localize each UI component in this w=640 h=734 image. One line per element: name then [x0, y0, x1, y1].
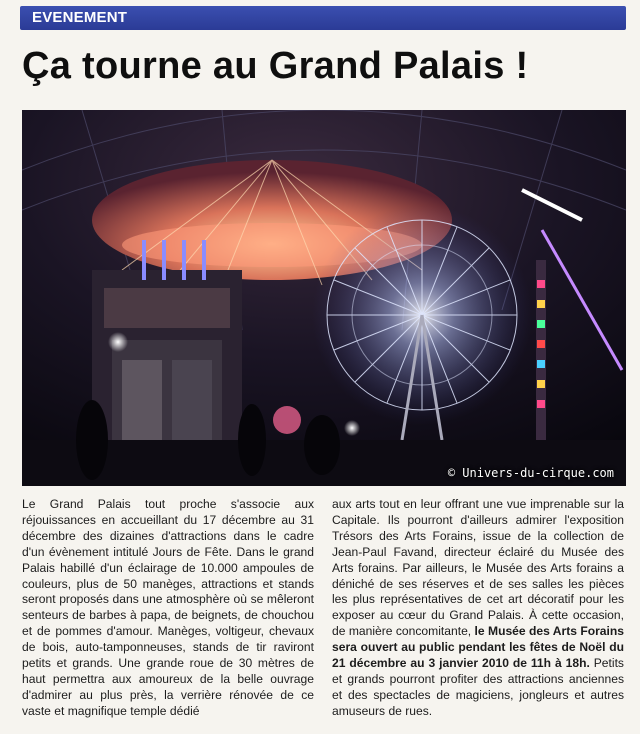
- article-column-1: Le Grand Palais tout proche s'associe aux réjouissances en accueillant du 17 décembre au 31 décembre des dizaines d'attractions dans le cadre d'un évènement intitulé Jours de Fête. Dans le grand Palais habillé d'un éclairage de 10.000 ampoules de couleurs, plus de 50 manèges, attractions et stands seront proposés dans une atmosphère où se mêleront senteurs de barbes à papa, de beignets, de chouchou et de pommes d'amour. Manèges, voltigeur, chevaux de bois, auto-tamponneuses, stands de tir raviront petits et grands. Une grande roue de 30 mètres de haut permettra aux amoureux de la belle ouvrage d'admirer au plus près, la verrière rénovée de ce vaste et magnifique temple dédié: [22, 497, 314, 718]
- section-banner: [20, 6, 626, 30]
- article-headline: Ça tourne au Grand Palais !: [22, 45, 529, 87]
- fairground-illustration: [22, 110, 626, 486]
- article-photo: [22, 110, 626, 486]
- article-column-2-outro: Petits et grands pourront profiter des attractions anciennes et des spectacles de magiciens, jongleurs et autres amuseurs de rues.: [332, 656, 624, 718]
- article-column-2: [332, 497, 624, 729]
- article-column-2-intro: aux arts tout en leur offrant une vue imprenable sur la Capitale. Ils pourront d'ailleurs admirer l'exposition Trésors des Arts Forains, issue de la collection de Jean-Paul Favand, directeur éclairé du Musée des Arts forains. Par ailleurs, le Musée des Arts forains a déniché de ses réserves et de ses salles les pièces les plus représentatives de cet art décoratif pour les exposer au cœur du Grand Palais. À cette occasion, de manière concomitante,: [332, 497, 624, 639]
- article-body: [22, 497, 624, 729]
- section-label: EVENEMENT: [32, 9, 128, 26]
- article-column-2-highlight: le Musée des Arts Forains sera ouvert au public pendant les fêtes de Noël du 21 décembre au 3 janvier 2010 de 11h à 18h.: [332, 624, 624, 671]
- photo-credit: © Univers-du-cirque.com: [447, 466, 614, 480]
